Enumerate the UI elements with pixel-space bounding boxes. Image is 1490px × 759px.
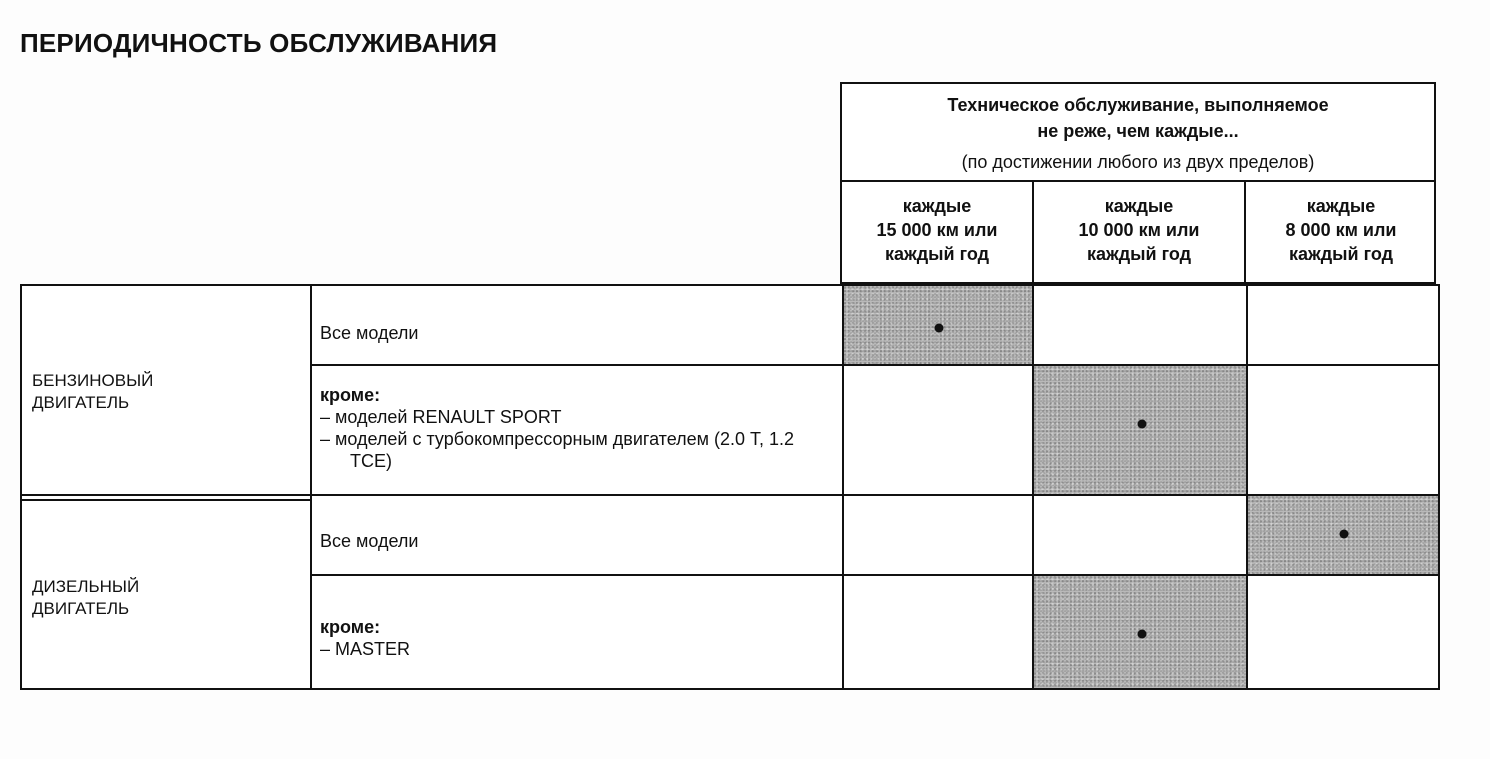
row-divider bbox=[310, 364, 1438, 366]
interval-line: каждые bbox=[902, 196, 972, 216]
header-subtitle: (по достижении любого из двух пределов) bbox=[961, 152, 1315, 172]
engine-label-petrol bbox=[32, 370, 153, 414]
except-label: кроме: bbox=[320, 385, 381, 405]
interval-line: 15 000 км или bbox=[876, 220, 998, 240]
interval-line: 8 000 км или bbox=[1285, 220, 1397, 240]
row-divider bbox=[22, 494, 1438, 496]
interval-header-8000 bbox=[1246, 194, 1436, 266]
engine-label-line: ДИЗЕЛЬНЫЙ bbox=[32, 577, 140, 596]
interval-header-10000 bbox=[1034, 194, 1244, 266]
except-label: кроме: bbox=[320, 617, 381, 637]
models-except-diesel bbox=[320, 616, 425, 660]
column-divider bbox=[310, 286, 312, 688]
interval-marker-dot bbox=[1340, 530, 1349, 539]
interval-header-15000 bbox=[842, 194, 1032, 266]
interval-line: каждый год bbox=[884, 244, 990, 264]
maintenance-table bbox=[20, 284, 1440, 690]
column-divider bbox=[842, 286, 844, 688]
column-divider bbox=[1032, 286, 1034, 688]
shaded-cell-petrol-except bbox=[1034, 366, 1246, 496]
bleed-through-text bbox=[470, 140, 477, 171]
exception-item: – MASTER bbox=[320, 639, 411, 659]
interval-line: каждые bbox=[1104, 196, 1174, 216]
engine-label-line: БЕНЗИНОВЫЙ bbox=[32, 371, 154, 390]
interval-line: каждый год bbox=[1288, 244, 1394, 264]
interval-line: каждые bbox=[1306, 196, 1376, 216]
interval-marker-dot bbox=[935, 324, 944, 333]
engine-label-line: ДВИГАТЕЛЬ bbox=[32, 599, 130, 618]
header-title-line2: не реже, чем каждые... bbox=[1037, 121, 1239, 141]
engine-label-line: ДВИГАТЕЛЬ bbox=[32, 393, 130, 412]
interval-marker-dot bbox=[1138, 420, 1147, 429]
exception-item: – моделей с турбокомпрессорным двигателем (2.0 T, 1.2 TCE) bbox=[320, 429, 795, 471]
interval-marker-dot bbox=[1138, 630, 1147, 639]
column-divider bbox=[1246, 286, 1248, 688]
exception-item: – моделей RENAULT SPORT bbox=[320, 407, 562, 427]
models-all-diesel: Все модели bbox=[320, 531, 419, 551]
models-except-petrol bbox=[320, 384, 830, 472]
table-header bbox=[840, 82, 1436, 284]
row-divider bbox=[310, 574, 1438, 576]
header-title-line1: Техническое обслуживание, выполняемое bbox=[947, 95, 1329, 115]
engine-label-diesel bbox=[32, 576, 139, 620]
row-divider-double bbox=[22, 499, 312, 501]
interval-line: 10 000 км или bbox=[1078, 220, 1200, 240]
models-all-petrol: Все модели bbox=[320, 323, 419, 343]
header-title bbox=[842, 92, 1434, 144]
interval-line: каждый год bbox=[1086, 244, 1192, 264]
header-divider bbox=[842, 180, 1434, 182]
page-title: ПЕРИОДИЧНОСТЬ ОБСЛУЖИВАНИЯ bbox=[20, 28, 498, 58]
